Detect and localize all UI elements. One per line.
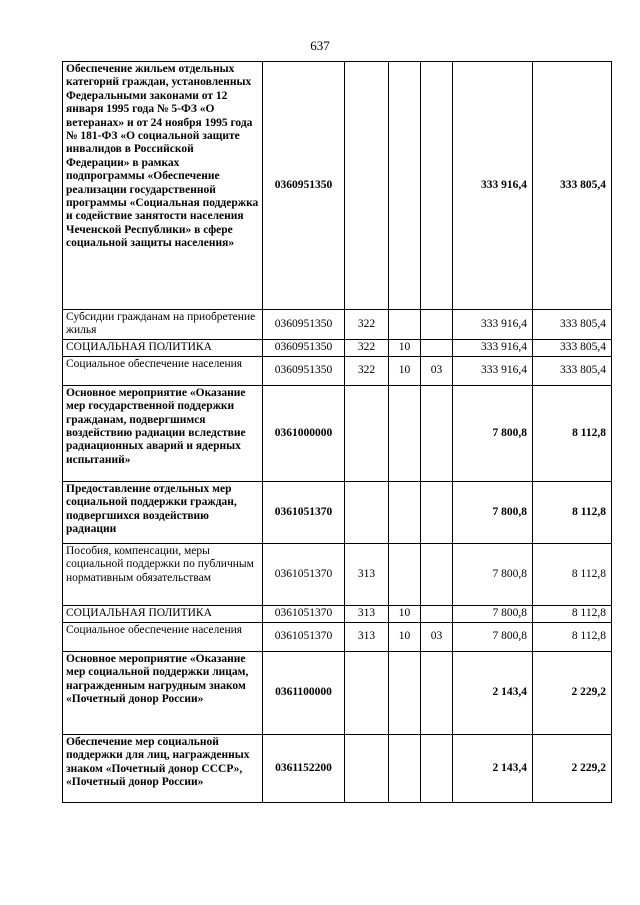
row-code-cell: 0361051370 [263,605,345,622]
row-expense-type-cell: 313 [345,622,389,651]
row-section-cell [389,734,421,802]
row-sum-year1-cell: 7 800,8 [453,605,533,622]
table-row [63,605,612,622]
row-section-cell [389,651,421,734]
page-number: 637 [310,38,330,53]
row-expense-type-cell [345,481,389,543]
row-expense-type-cell [345,385,389,481]
row-section-cell: 10 [389,622,421,651]
row-sum-year2-cell: 8 112,8 [533,481,612,543]
row-expense-type-cell [345,734,389,802]
table-row [63,651,612,734]
row-sum-year2-cell: 333 805,4 [533,62,612,310]
row-section-cell [389,310,421,340]
row-subsection-cell: 03 [421,356,453,385]
row-name-cell: Предоставление отдельных мер социальной поддержки граждан, подвергшихся воздействию радиации [63,481,263,543]
row-subsection-cell [421,62,453,310]
row-code-cell: 0360951350 [263,356,345,385]
row-name-cell: Обеспечение жильем отдельных категорий граждан, установленных Федеральными законами от 12 января 1995 года № 5-ФЗ «О ветеранах» и от 24 ноября 1995 года № 181-ФЗ «О социальной защите инвалидов в Российской Федерации» в рамках подпрограммы «Обеспечение реализации государственной программы «Социальная поддержка и содействие занятости населения Чеченской Республики» в сфере социальной защиты населения» [63,62,263,310]
row-name-cell: Субсидии гражданам на приобретение жилья [63,310,263,340]
row-section-cell: 10 [389,605,421,622]
row-subsection-cell [421,481,453,543]
row-name-cell: СОЦИАЛЬНАЯ ПОЛИТИКА [63,339,263,356]
row-section-cell [389,62,421,310]
row-sum-year1-cell: 2 143,4 [453,651,533,734]
table-row [63,622,612,651]
table-row [63,62,612,310]
row-subsection-cell [421,605,453,622]
row-name-cell: Основное мероприятие «Оказание мер социальной поддержки лицам, награжденным нагрудным знаком «Почетный донор России» [63,651,263,734]
table-row [63,356,612,385]
row-sum-year2-cell: 333 805,4 [533,310,612,340]
table-row [63,385,612,481]
row-name-cell: Обеспечение мер социальной поддержки для лиц, награжденных знаком «Почетный донор СССР», «Почетный донор России» [63,734,263,802]
row-sum-year2-cell: 8 112,8 [533,385,612,481]
row-sum-year2-cell: 2 229,2 [533,651,612,734]
row-section-cell [389,481,421,543]
row-code-cell: 0361152200 [263,734,345,802]
row-code-cell: 0361051370 [263,622,345,651]
row-name-cell: Социальное обеспечение населения [63,356,263,385]
row-sum-year1-cell: 7 800,8 [453,481,533,543]
row-code-cell: 0361000000 [263,385,345,481]
table-row [63,481,612,543]
row-section-cell: 10 [389,339,421,356]
row-sum-year1-cell: 7 800,8 [453,385,533,481]
row-sum-year2-cell: 8 112,8 [533,605,612,622]
table-row [63,543,612,605]
table-body [63,62,612,803]
row-subsection-cell [421,734,453,802]
row-name-cell: Социальное обеспечение населения [63,622,263,651]
row-subsection-cell [421,310,453,340]
row-sum-year2-cell: 2 229,2 [533,734,612,802]
row-expense-type-cell: 322 [345,310,389,340]
row-name-cell: СОЦИАЛЬНАЯ ПОЛИТИКА [63,605,263,622]
row-code-cell: 0360951350 [263,339,345,356]
row-sum-year1-cell: 333 916,4 [453,356,533,385]
row-name-cell: Пособия, компенсации, меры социальной поддержки по публичным нормативным обязательствам [63,543,263,605]
table-row [63,310,612,340]
row-subsection-cell [421,385,453,481]
row-expense-type-cell: 313 [345,605,389,622]
row-sum-year1-cell: 333 916,4 [453,310,533,340]
row-code-cell: 0361051370 [263,481,345,543]
row-expense-type-cell: 322 [345,356,389,385]
row-section-cell [389,385,421,481]
row-code-cell: 0361100000 [263,651,345,734]
row-sum-year1-cell: 333 916,4 [453,339,533,356]
row-sum-year2-cell: 333 805,4 [533,356,612,385]
row-expense-type-cell: 313 [345,543,389,605]
row-sum-year1-cell: 2 143,4 [453,734,533,802]
row-expense-type-cell: 322 [345,339,389,356]
row-expense-type-cell [345,62,389,310]
row-sum-year1-cell: 333 916,4 [453,62,533,310]
row-sum-year1-cell: 7 800,8 [453,543,533,605]
budget-table [62,61,612,803]
row-section-cell [389,543,421,605]
row-sum-year2-cell: 8 112,8 [533,543,612,605]
row-code-cell: 0360951350 [263,310,345,340]
table-row [63,339,612,356]
row-subsection-cell [421,339,453,356]
row-section-cell: 10 [389,356,421,385]
row-sum-year1-cell: 7 800,8 [453,622,533,651]
table-row [63,734,612,802]
row-expense-type-cell [345,651,389,734]
row-code-cell: 0361051370 [263,543,345,605]
row-name-cell: Основное мероприятие «Оказание мер государственной поддержки гражданам, подвергшимся воздействию радиации вследствие радиационных аварий и ядерных испытаний» [63,385,263,481]
row-subsection-cell [421,543,453,605]
row-subsection-cell [421,651,453,734]
row-code-cell: 0360951350 [263,62,345,310]
row-subsection-cell: 03 [421,622,453,651]
row-sum-year2-cell: 333 805,4 [533,339,612,356]
row-sum-year2-cell: 8 112,8 [533,622,612,651]
